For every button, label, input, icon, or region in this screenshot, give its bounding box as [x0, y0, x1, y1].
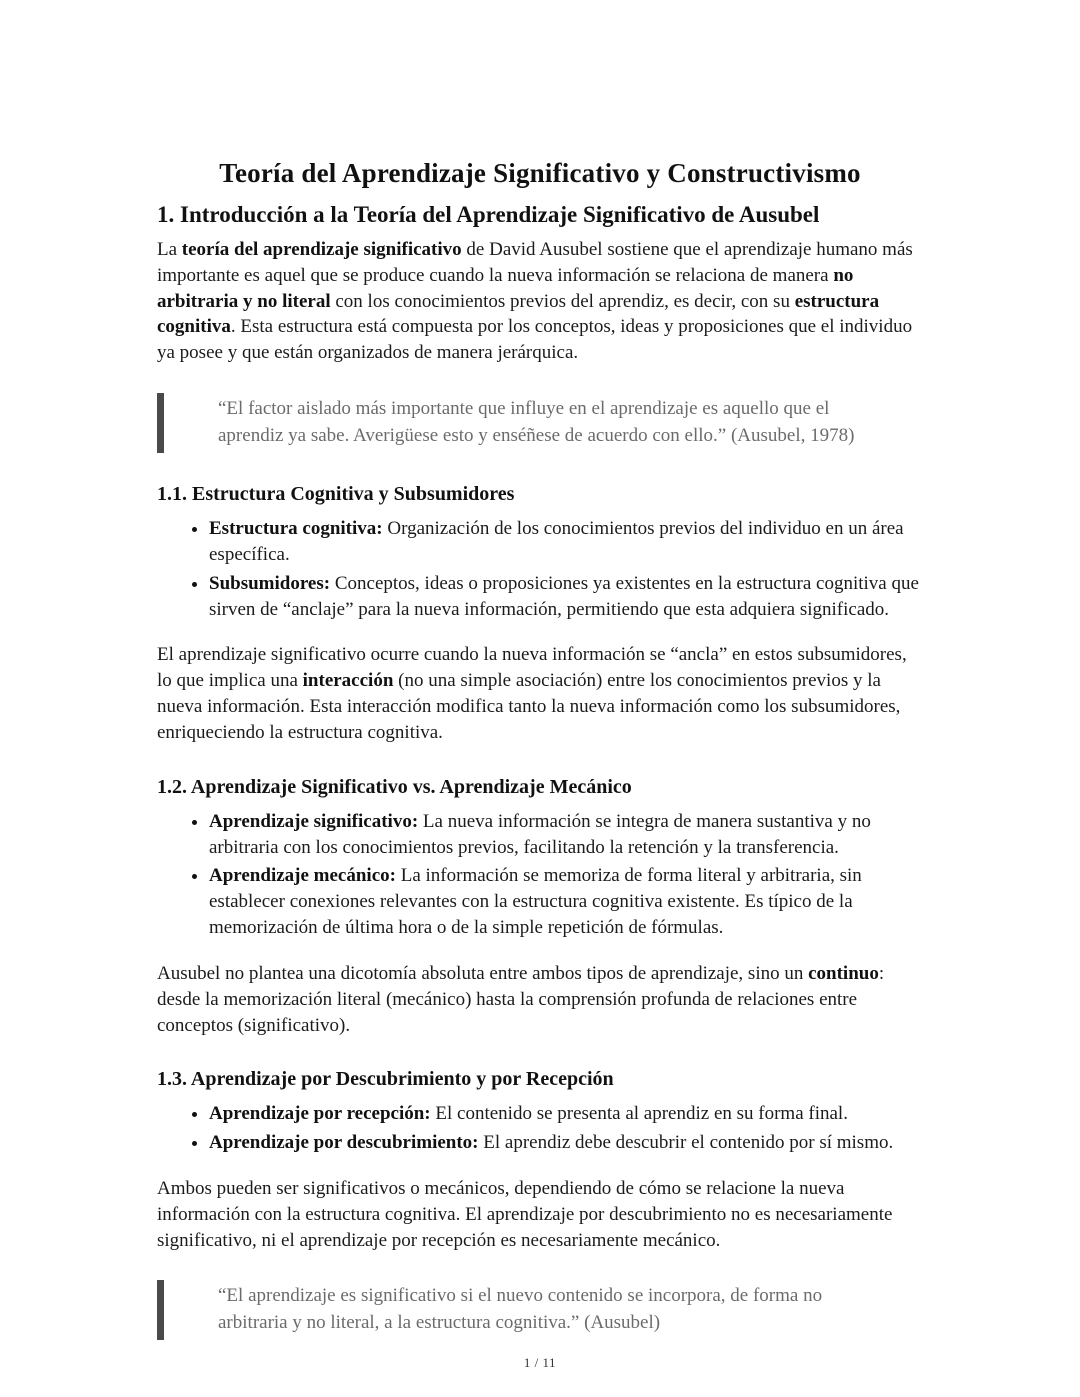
bullet-list [157, 1101, 923, 1156]
text-run: (no una simple asociación) entre los conocimientos previos y la nueva información. Esta interacción modifica tanto la nueva información como los subsumidores, enriqueciendo la estructura cognitiva. [157, 670, 901, 743]
bold-text-run: Aprendizaje mecánico: [209, 865, 396, 887]
bullet-list [157, 516, 923, 622]
bold-text-run: continuo [808, 962, 879, 984]
bold-text-run: no arbitraria y no literal [157, 264, 854, 312]
bold-text-run: Aprendizaje por recepción: [209, 1103, 431, 1125]
text-run: Conceptos, ideas o proposiciones ya existentes en la estructura cognitiva que sirven de “anclaje” para la nueva información, permitiendo que esta adquiera significado. [209, 572, 919, 620]
list-item [209, 571, 923, 623]
bold-text-run: Aprendizaje por descubrimiento: [209, 1132, 479, 1154]
text-run: de David Ausubel sostiene que el aprendizaje humano más importante es aquel que se produce cuando la nueva información se relaciona de manera [157, 239, 913, 286]
document-title: Teoría del Aprendizaje Significativo y Constructivismo [219, 158, 861, 188]
bold-text-run: interacción [302, 670, 394, 692]
text-run: “El aprendizaje es significativo si el nuevo contenido se incorpora, de forma no arbitraria y no literal, a la estructura cognitiva.” (Ausubel) [218, 1285, 823, 1334]
text-run: La nueva información se integra de manera sustantiva y no arbitraria con los conocimientos previos, facilitando la retención y la transferencia. [209, 810, 871, 858]
bullet-list [157, 809, 923, 941]
text-run: La [157, 239, 182, 260]
bold-text-run: teoría del aprendizaje significativo [181, 239, 462, 260]
subsection-heading: 1.3. Aprendizaje por Descubrimiento y por Recepción [157, 1068, 614, 1091]
list-item [209, 516, 923, 568]
section-heading: 1. Introducción a la Teoría del Aprendizaje Significativo de Ausubel [157, 202, 820, 227]
quote-block [157, 393, 923, 453]
bold-text-run: Aprendizaje significativo: [209, 810, 419, 832]
list-item [209, 809, 923, 861]
text-run: “El factor aislado más importante que influye en el aprendizaje es aquello que el aprendiz ya sabe. Averigüese esto y enséñese de acuerdo con ello.” (Ausubel, 1978) [218, 398, 855, 447]
quote-block [157, 1280, 923, 1340]
text-run: El contenido se presenta al aprendiz en su forma final. [430, 1103, 848, 1125]
text-run: : desde la memorización literal (mecánico) hasta la comprensión profunda de relaciones entre conceptos (significativo). [157, 962, 885, 1036]
paragraph [157, 237, 923, 366]
list-item [209, 1101, 923, 1127]
text-run: Organización de los conocimientos previos del individuo en un área específica. [209, 518, 904, 565]
text-run: El aprendizaje significativo ocurre cuando la nueva información se “ancla” en estos subsumidores, lo que implica una [157, 644, 907, 692]
text-run: . Esta estructura está compuesta por los conceptos, ideas y proposiciones que el individuo ya posee y que están organizados de manera jerárquica. [157, 316, 913, 364]
subsection-heading: 1.2. Aprendizaje Significativo vs. Aprendizaje Mecánico [157, 775, 632, 798]
paragraph [157, 642, 923, 745]
paragraph [157, 1176, 923, 1253]
text-run: La información se memoriza de forma literal y arbitraria, sin establecer conexiones relevantes con la estructura cognitiva existente. Es típico de la memorización de última hora o de la simple repetición de fórmulas. [209, 865, 862, 939]
text-run: Ausubel no plantea una dicotomía absoluta entre ambos tipos de aprendizaje, sino un [157, 962, 809, 984]
text-run: Ambos pueden ser significativos o mecánicos, dependiendo de cómo se relacione la nueva información con la estructura cognitiva. El aprendizaje por descubrimiento no es necesariamente significativo, ni el aprendizaje por recepción es necesariamente mecánico. [157, 1177, 893, 1251]
paragraph [157, 961, 923, 1038]
subsection-heading: 1.1. Estructura Cognitiva y Subsumidores [157, 483, 515, 506]
list-item [209, 1130, 923, 1156]
text-run: con los conocimientos previos del aprendiz, es decir, con su [330, 290, 795, 312]
bold-text-run: estructura cognitiva [157, 290, 880, 338]
text-run: El aprendiz debe descubrir el contenido por sí mismo. [478, 1132, 894, 1154]
document-content [157, 202, 923, 1340]
list-item [209, 863, 923, 940]
page-number: 1 / 11 [523, 1355, 557, 1370]
bold-text-run: Subsumidores: [209, 572, 331, 594]
bold-text-run: Estructura cognitiva: [209, 518, 383, 540]
